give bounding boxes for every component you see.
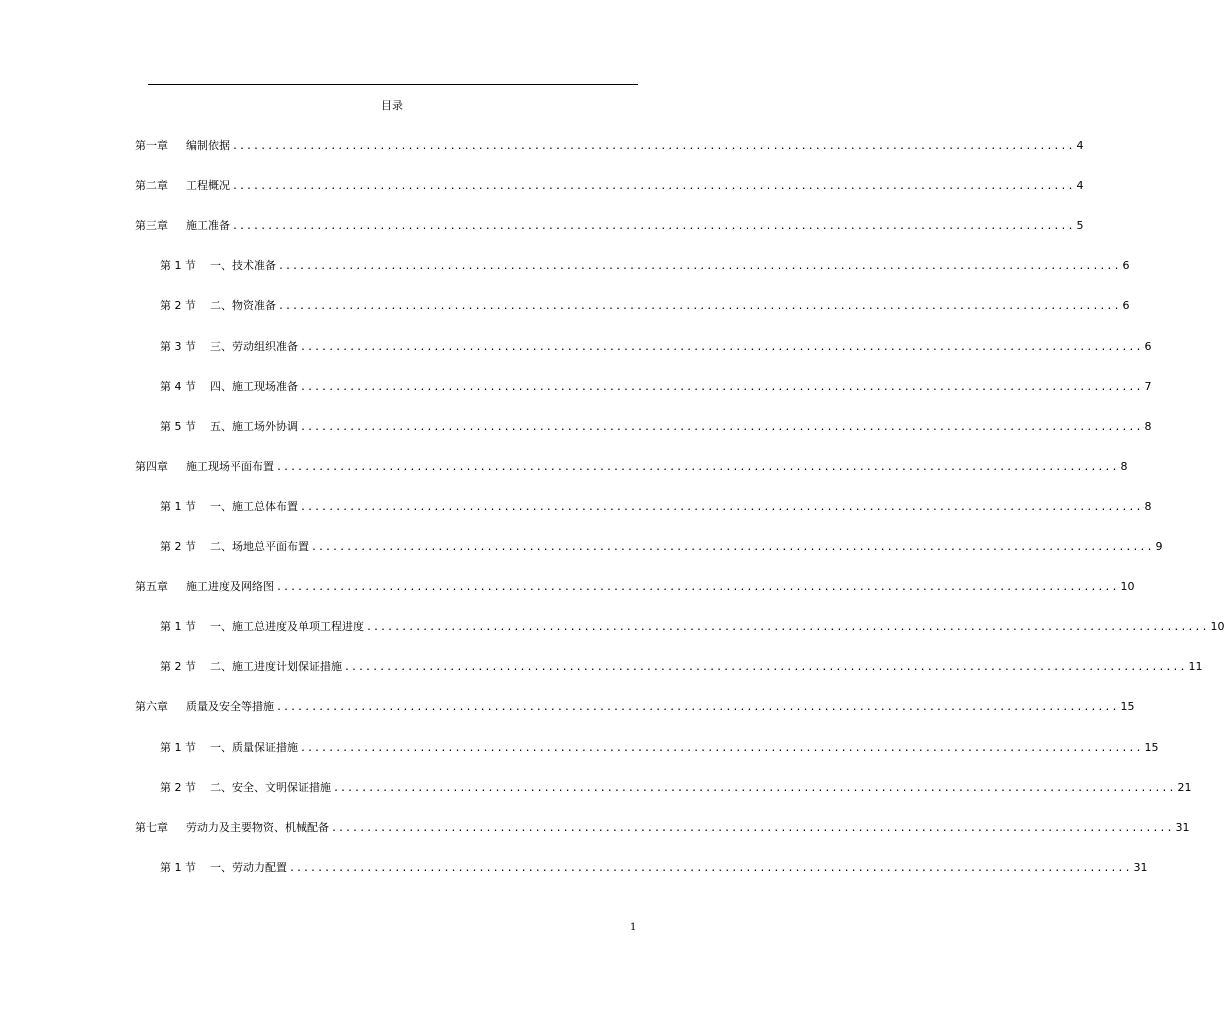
toc-section-entry[interactable]: [160, 339, 1152, 355]
entry-page-number: 6: [1122, 299, 1130, 312]
toc-section-entry[interactable]: [160, 780, 1192, 796]
entry-label: 二、施工进度计划保证措施: [210, 660, 342, 673]
entry-number: 第 5 节: [160, 420, 196, 433]
dot-leader: ........................................................................................................................: [276, 582, 1119, 593]
entry-number: 第 2 节: [160, 299, 196, 312]
toc-section-entry[interactable]: [160, 499, 1152, 515]
dot-leader: ........................................................................................................................: [232, 221, 1075, 232]
header-rule: [148, 84, 638, 85]
entry-number: 第 1 节: [160, 620, 196, 633]
entry-page-number: 15: [1120, 700, 1135, 713]
entry-page-number: 11: [1188, 660, 1203, 673]
dot-leader: ........................................................................................................................: [300, 502, 1143, 513]
dot-leader: ........................................................................................................................: [300, 382, 1143, 393]
entry-page-number: 4: [1076, 139, 1084, 152]
entry-number: 第 1 节: [160, 741, 196, 754]
dot-leader: ........................................................................................................................: [300, 422, 1143, 433]
entry-page-number: 8: [1144, 500, 1152, 513]
entry-page-number: 4: [1076, 179, 1084, 192]
entry-label: 四、施工现场准备: [210, 380, 298, 393]
entry-label: 二、场地总平面布置: [210, 540, 309, 553]
entry-number: 第 4 节: [160, 380, 196, 393]
entry-label: 一、劳动力配置: [210, 861, 287, 874]
entry-page-number: 31: [1175, 821, 1190, 834]
toc-section-entry[interactable]: [160, 258, 1130, 274]
entry-label: 施工进度及网络图: [186, 580, 274, 593]
entry-number: 第一章: [135, 139, 168, 152]
entry-page-number: 7: [1144, 380, 1152, 393]
toc-chapter-entry[interactable]: [135, 459, 1128, 475]
dot-leader: ........................................................................................................................: [331, 823, 1174, 834]
dot-leader: ........................................................................................................................: [344, 662, 1187, 673]
toc-section-entry[interactable]: [160, 659, 1203, 675]
entry-label: 一、施工总进度及单项工程进度: [210, 620, 364, 633]
entry-label: 二、安全、文明保证措施: [210, 781, 331, 794]
toc-section-entry[interactable]: [160, 860, 1148, 876]
toc-section-entry[interactable]: [160, 298, 1130, 314]
entry-page-number: 8: [1120, 460, 1128, 473]
page-number: 1: [630, 922, 637, 933]
entry-number: 第三章: [135, 219, 168, 232]
entry-label: 一、质量保证措施: [210, 741, 298, 754]
entry-number: 第二章: [135, 179, 168, 192]
entry-number: 第 3 节: [160, 340, 196, 353]
entry-number: 第七章: [135, 821, 168, 834]
toc-chapter-entry[interactable]: [135, 178, 1084, 194]
toc-chapter-entry[interactable]: [135, 699, 1135, 715]
entry-label: 工程概况: [186, 179, 230, 192]
entry-label: 二、物资准备: [210, 299, 276, 312]
dot-leader: ........................................................................................................................: [232, 141, 1075, 152]
dot-leader: ........................................................................................................................: [232, 181, 1075, 192]
entry-number: 第四章: [135, 460, 168, 473]
entry-number: 第 2 节: [160, 540, 196, 553]
entry-number: 第 2 节: [160, 781, 196, 794]
entry-page-number: 10: [1210, 620, 1224, 633]
toc-section-entry[interactable]: [160, 379, 1152, 395]
dot-leader: ........................................................................................................................: [300, 743, 1143, 754]
entry-page-number: 9: [1155, 540, 1163, 553]
toc-chapter-entry[interactable]: [135, 138, 1084, 154]
entry-page-number: 6: [1144, 340, 1152, 353]
dot-leader: ........................................................................................................................: [276, 462, 1119, 473]
toc-chapter-entry[interactable]: [135, 820, 1190, 836]
dot-leader: ........................................................................................................................: [278, 261, 1121, 272]
dot-leader: ........................................................................................................................: [276, 702, 1119, 713]
dot-leader: ........................................................................................................................: [311, 542, 1154, 553]
toc-section-entry[interactable]: [160, 740, 1159, 756]
entry-page-number: 6: [1122, 259, 1130, 272]
dot-leader: ........................................................................................................................: [300, 342, 1143, 353]
entry-number: 第 2 节: [160, 660, 196, 673]
entry-label: 施工准备: [186, 219, 230, 232]
toc-chapter-entry[interactable]: [135, 579, 1135, 595]
toc-section-entry[interactable]: [160, 419, 1152, 435]
entry-page-number: 15: [1144, 741, 1159, 754]
entry-label: 质量及安全等措施: [186, 700, 274, 713]
entry-number: 第 1 节: [160, 500, 196, 513]
entry-page-number: 21: [1177, 781, 1192, 794]
entry-label: 编制依据: [186, 139, 230, 152]
entry-page-number: 31: [1133, 861, 1148, 874]
entry-label: 劳动力及主要物资、机械配备: [186, 821, 329, 834]
entry-label: 五、施工场外协调: [210, 420, 298, 433]
entry-label: 施工现场平面布置: [186, 460, 274, 473]
entry-label: 一、技术准备: [210, 259, 276, 272]
dot-leader: ........................................................................................................................: [366, 622, 1209, 633]
entry-page-number: 10: [1120, 580, 1135, 593]
entry-number: 第六章: [135, 700, 168, 713]
entry-number: 第 1 节: [160, 861, 196, 874]
dot-leader: ........................................................................................................................: [278, 301, 1121, 312]
entry-label: 三、劳动组织准备: [210, 340, 298, 353]
entry-label: 一、施工总体布置: [210, 500, 298, 513]
entry-page-number: 5: [1076, 219, 1084, 232]
toc-title: 目录: [381, 99, 403, 112]
dot-leader: ........................................................................................................................: [333, 783, 1176, 794]
toc-chapter-entry[interactable]: [135, 218, 1084, 234]
entry-number: 第五章: [135, 580, 168, 593]
toc-section-entry[interactable]: [160, 619, 1224, 635]
entry-number: 第 1 节: [160, 259, 196, 272]
dot-leader: ........................................................................................................................: [289, 863, 1132, 874]
entry-page-number: 8: [1144, 420, 1152, 433]
toc-section-entry[interactable]: [160, 539, 1163, 555]
